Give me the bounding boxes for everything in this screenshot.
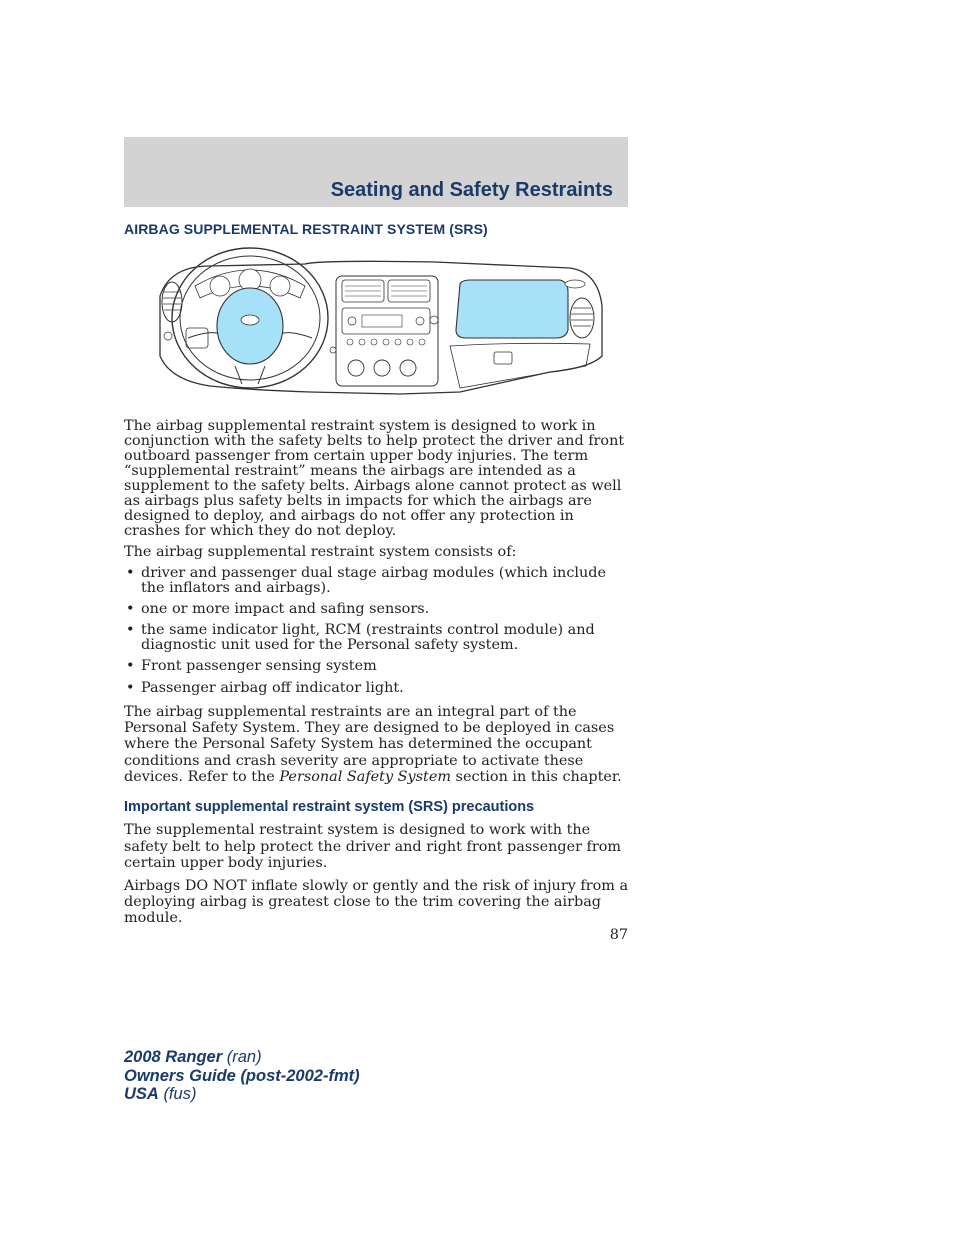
center-stack	[336, 276, 438, 386]
hazard-button	[430, 316, 438, 324]
list-item	[124, 566, 630, 596]
list-item-text: driver and passenger dual stage airbag modules (which include the inflators and airbags).	[141, 565, 606, 596]
list-item	[124, 681, 630, 696]
integral-part-paragraph	[124, 704, 630, 785]
inflate-warning-text: Airbags DO NOT inflate slowly or gently and the risk of injury from a deploying airbag is greatest close to the trim covering the airbag module.	[124, 878, 629, 927]
document-footer	[124, 1048, 360, 1104]
section-heading: AIRBAG SUPPLEMENTAL RESTRAINT SYSTEM (SRS)	[124, 221, 488, 237]
bullet-icon: •	[126, 658, 135, 674]
footer-line-market	[124, 1085, 360, 1104]
glove-box-handle	[494, 352, 512, 364]
footer-model-code: (ran)	[226, 1048, 262, 1066]
footer-line-guide	[124, 1067, 360, 1086]
list-item-text: Passenger airbag off indicator light.	[141, 680, 404, 696]
climate-control-knobs	[348, 360, 416, 376]
integral-part-text-start: The airbag supplemental restraints are an integral part of the Personal Safety System. They are designed to be deployed in cases where the Personal Safety System has determined the occupant conditions and crash severity are appropriate to activate these devices. Refer to the	[124, 704, 615, 785]
bullet-icon: •	[126, 622, 135, 638]
footer-market: USA	[124, 1085, 159, 1103]
passenger-airbag-module	[456, 280, 568, 338]
footer-market-code: (fus)	[163, 1085, 197, 1103]
list-item-text: Front passenger sensing system	[141, 658, 377, 674]
footer-model: 2008 Ranger	[124, 1048, 223, 1066]
bullet-icon: •	[126, 680, 135, 696]
list-item-text: one or more impact and safing sensors.	[141, 601, 430, 617]
list-item-text: the same indicator light, RCM (restraints control module) and diagnostic unit used for the Personal safety system.	[141, 622, 595, 653]
intro-paragraph-text: The airbag supplemental restraint system is designed to work in conjunction with the safety belts to help protect the driver and front outboard passenger from certain upper body injuries. The term “supplemental restraint” means the airbags are intended as a supplement to the safety belts. Airbags alone cannot protect as well as airbags plus safety belts in impacts for which the airbags are designed to deploy, and airbags do not offer any protection in crashes for which they do not deploy.	[124, 418, 625, 539]
integral-part-text	[124, 704, 630, 785]
footer-guide-title: Owners Guide (post-2002-fmt)	[124, 1066, 360, 1085]
bullet-icon: •	[126, 565, 135, 581]
consists-of-text: The airbag supplemental restraint system consists of:	[124, 544, 517, 560]
steering-wheel-logo	[241, 315, 259, 325]
intro-paragraph	[124, 419, 630, 539]
right-air-vent	[570, 298, 594, 338]
list-item	[124, 602, 630, 617]
personal-safety-system-reference: Personal Safety System	[279, 768, 451, 785]
footer-line-model	[124, 1048, 360, 1067]
list-item	[124, 659, 630, 674]
precautions-heading: Important supplemental restraint system (SRS) precautions	[124, 799, 535, 815]
integral-part-text-end: section in this chapter.	[450, 768, 622, 785]
defrost-vent	[565, 280, 585, 288]
inflate-warning-paragraph	[124, 878, 630, 927]
dashboard-airbag-illustration	[150, 246, 606, 402]
driver-airbag-module	[217, 288, 283, 364]
header-band	[124, 137, 628, 207]
precautions-paragraph	[124, 822, 630, 872]
precautions-text: The supplemental restraint system is designed to work with the safety belt to help protect the driver and right front passenger from certain upper body injuries.	[124, 822, 622, 871]
list-item	[124, 623, 630, 653]
page-title: Seating and Safety Restraints	[330, 179, 613, 201]
bullet-icon: •	[126, 601, 135, 617]
components-list	[124, 566, 630, 696]
consists-of-paragraph	[124, 545, 630, 560]
page-number: 87	[609, 927, 628, 943]
